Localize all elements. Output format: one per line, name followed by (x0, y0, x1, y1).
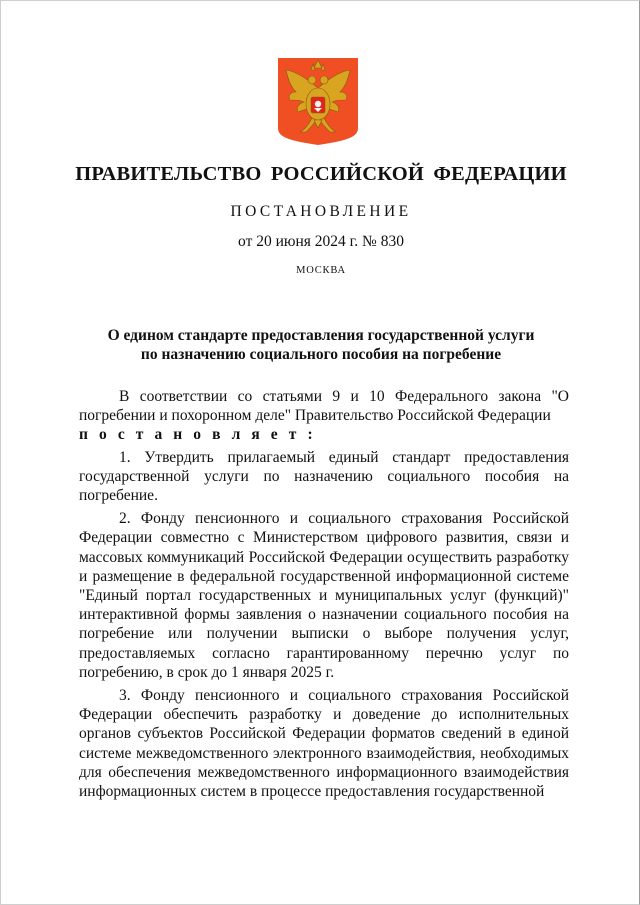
russian-coat-of-arms-icon (278, 58, 358, 145)
document-date-number: от 20 июня 2024 г. № 830 (238, 233, 404, 250)
item-paragraph-2: 2. Фонду пенсионного и социального страхования Российской Федерации совместно с Министерством цифрового развития, связи и массовых коммуникаций Российской Федерации осуществить разработку и размещение в федеральной государственной информационной системе "Единый портал государственных и муниципальных услуг (функций)" интерактивной формы заявления о назначении социального пособия на погребение или получении выписки о выборе получения услуг, предоставляемых согласно гарантированному перечню услуг по погребению, в срок до 1 января 2025 г. (79, 510, 569, 681)
preamble-paragraph: В соответствии со статьями 9 и 10 Федерального закона "О погребении и похоронном деле" Правительство Российской Федерации (79, 388, 569, 425)
item-paragraph-3: 3. Фонду пенсионного и социального страхования Российской Федерации обеспечить разработку и доведение до исполнительных органов субъектов Российской Федерации форматов сведений в единой системе межведомственного электронного взаимодействия, необходимых для обеспечения межведомственного информационного взаимодействия информационных систем в процессе предоставления государственной (79, 687, 569, 801)
subject-line-2: по назначению социального пособия на погребение (140, 346, 502, 363)
item-paragraph-1: 1. Утвердить прилагаемый единый стандарт предоставления государственной услуги по назначению социального пособия на погребение. (79, 448, 569, 505)
government-title: ПРАВИТЕЛЬСТВО РОССИЙСКОЙ ФЕДЕРАЦИИ (75, 163, 567, 185)
document-subject (91, 326, 551, 364)
document-city: МОСКВА (296, 265, 346, 276)
document-type: ПОСТАНОВЛЕНИЕ (230, 203, 412, 220)
subject-line-1: О едином стандарте предоставления государственной услуги (107, 327, 535, 344)
document-body (79, 387, 569, 805)
resolves-word: п о с т а н о в л я е т : (79, 426, 317, 444)
